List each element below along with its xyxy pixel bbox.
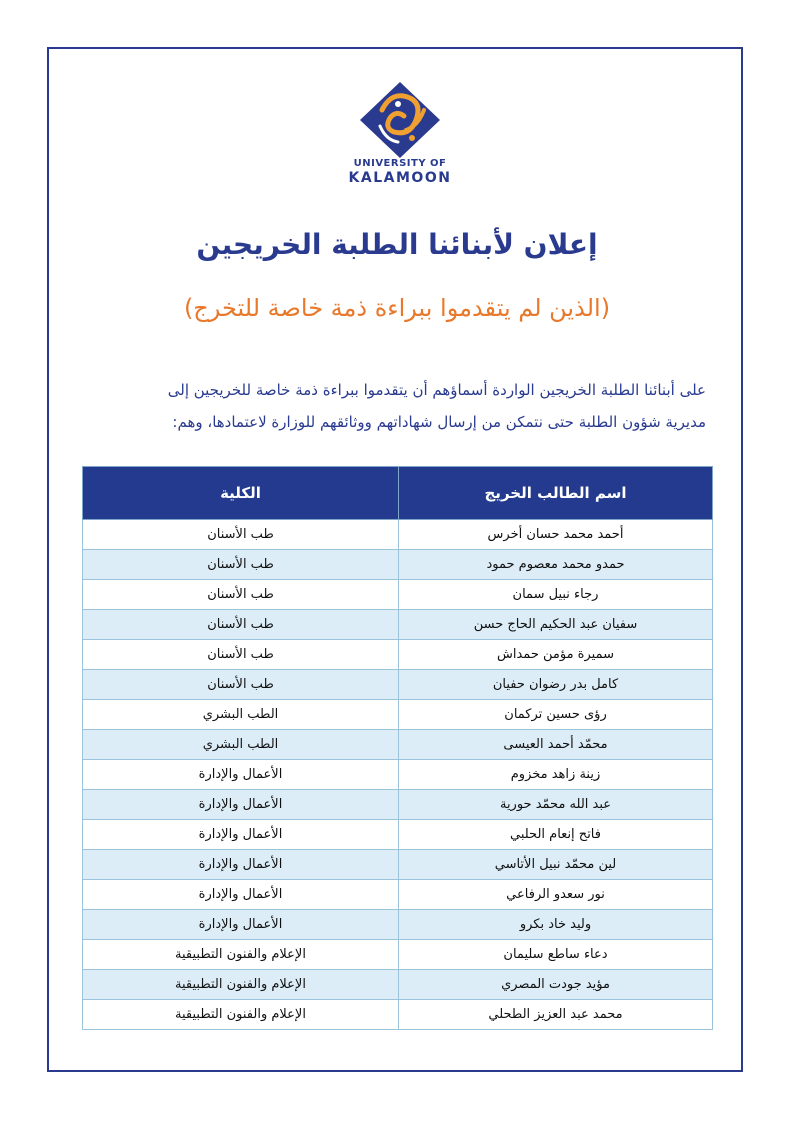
announcement-subtitle: (الذين لم يتقدموا ببراءة ذمة خاصة للتخرج) (183, 294, 611, 322)
table-row (83, 790, 713, 820)
student-name-cell: زينة زاهد مخزوم (399, 760, 713, 790)
student-name-cell: محمد عبد العزيز الطحلي (399, 1000, 713, 1030)
student-name-cell: دعاء ساطع سليمان (399, 940, 713, 970)
table-row (83, 730, 713, 760)
university-logo (340, 80, 460, 190)
intro-paragraph (90, 374, 706, 438)
student-name-cell: لين محمّد نبيل الأتاسي (399, 850, 713, 880)
table-row (83, 580, 713, 610)
college-cell: طب الأسنان (83, 610, 399, 640)
college-cell: الأعمال والإدارة (83, 820, 399, 850)
student-name-cell: مؤيد جودت المصري (399, 970, 713, 1000)
table-row (83, 610, 713, 640)
table-row (83, 880, 713, 910)
announcement-title: إعلان لأبنائنا الطلبة الخريجين (196, 228, 598, 261)
college-cell: طب الأسنان (83, 580, 399, 610)
college-cell: الإعلام والفنون التطبيقية (83, 1000, 399, 1030)
intro-line-2: مديرية شؤون الطلبة حتى نتمكن من إرسال شهاداتهم ووثائقهم للوزارة لاعتمادها، وهم: (172, 413, 706, 431)
column-header-name: اسم الطالب الخريج (399, 467, 713, 520)
student-name-cell: فاتح إنعام الحلبي (399, 820, 713, 850)
college-cell: الأعمال والإدارة (83, 910, 399, 940)
table-body (83, 520, 713, 1030)
table-row (83, 850, 713, 880)
table-row (83, 1000, 713, 1030)
college-cell: الأعمال والإدارة (83, 790, 399, 820)
table-row (83, 910, 713, 940)
table-row (83, 670, 713, 700)
table-row (83, 760, 713, 790)
table-row (83, 550, 713, 580)
student-name-cell: سميرة مؤمن حمداش (399, 640, 713, 670)
college-cell: الطب البشري (83, 730, 399, 760)
student-name-cell: كامل بدر رضوان حفيان (399, 670, 713, 700)
college-cell: طب الأسنان (83, 670, 399, 700)
college-cell: الأعمال والإدارة (83, 880, 399, 910)
table-row (83, 520, 713, 550)
table-row (83, 820, 713, 850)
college-cell: طب الأسنان (83, 640, 399, 670)
college-cell: الإعلام والفنون التطبيقية (83, 970, 399, 1000)
table-row (83, 970, 713, 1000)
college-cell: الإعلام والفنون التطبيقية (83, 940, 399, 970)
college-cell: طب الأسنان (83, 520, 399, 550)
college-cell: طب الأسنان (83, 550, 399, 580)
student-name-cell: حمدو محمد معصوم حمود (399, 550, 713, 580)
table-row (83, 640, 713, 670)
college-cell: الأعمال والإدارة (83, 760, 399, 790)
table-row (83, 700, 713, 730)
student-name-cell: محمّد أحمد العيسى (399, 730, 713, 760)
student-name-cell: عبد الله محمّد حورية (399, 790, 713, 820)
student-name-cell: وليد خاد بكرو (399, 910, 713, 940)
student-name-cell: أحمد محمد حسان أخرس (399, 520, 713, 550)
college-cell: الأعمال والإدارة (83, 850, 399, 880)
logo-emblem-icon (340, 80, 460, 160)
logo-text-line2: KALAMOON (348, 170, 452, 186)
college-cell: الطب البشري (83, 700, 399, 730)
student-name-cell: رؤى حسين تركمان (399, 700, 713, 730)
graduates-table (82, 466, 713, 1030)
student-name-cell: نور سعدو الرفاعي (399, 880, 713, 910)
logo-text-line1: UNIVERSITY OF (353, 158, 447, 169)
intro-line-1: على أبنائنا الطلبة الخريجين الواردة أسماؤهم أن يتقدموا ببراءة ذمة خاصة للخريجين إلى (167, 381, 706, 399)
student-name-cell: سفيان عبد الحكيم الحاج حسن (399, 610, 713, 640)
table-header-row (83, 467, 713, 520)
student-name-cell: رجاء نبيل سمان (399, 580, 713, 610)
column-header-college: الكلية (83, 467, 399, 520)
table-row (83, 940, 713, 970)
